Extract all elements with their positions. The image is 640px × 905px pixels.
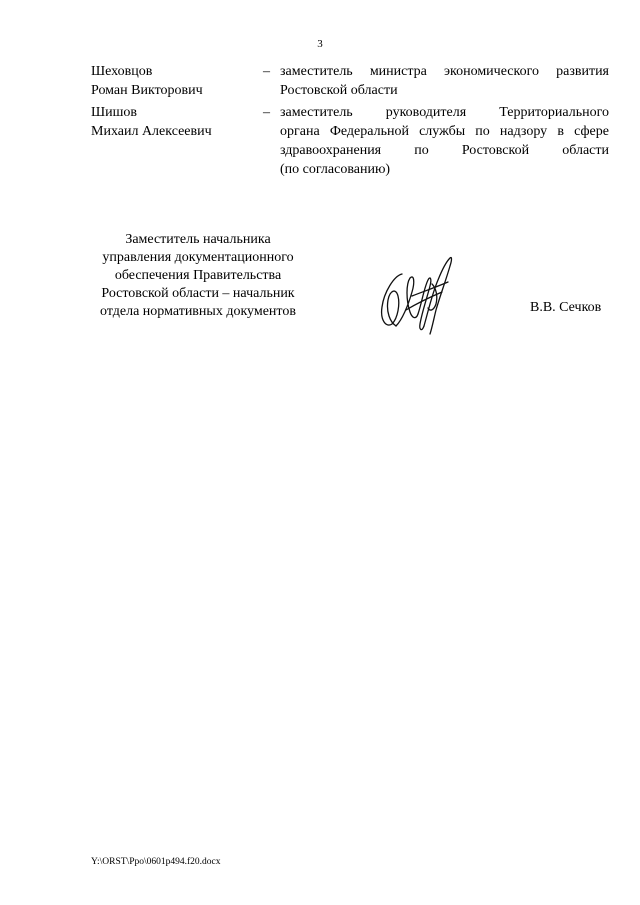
member-given-names: Михаил Алексеевич xyxy=(91,124,212,139)
member-surname: Шеховцов xyxy=(91,64,153,79)
signatory-position xyxy=(88,231,308,321)
member-given-names: Роман Викторович xyxy=(91,83,203,98)
position-line: здравоохранения по Ростовской области xyxy=(280,143,609,158)
signatory-position-line: Ростовской области – начальник xyxy=(101,286,295,301)
member-name xyxy=(91,62,261,100)
position-line: заместитель министра экономического развития xyxy=(280,64,609,79)
signer-name: В.В. Сечков xyxy=(530,300,602,315)
member-entry xyxy=(91,62,611,102)
member-surname: Шишов xyxy=(91,105,138,120)
member-entry xyxy=(91,103,611,183)
position-line: Ростовской области xyxy=(280,83,398,98)
file-path-footer: Y:\ORST\Ppo\0601p494.f20.docx xyxy=(91,857,221,867)
position-line: органа Федеральной службы по надзору в сфере xyxy=(280,124,609,139)
position-line: заместитель руководителя Территориального xyxy=(280,105,609,120)
signatory-position-line: управления документационного xyxy=(102,250,294,265)
page-number: 3 xyxy=(317,38,323,50)
signatory-position-line: обеспечения Правительства xyxy=(114,268,282,283)
member-position xyxy=(280,103,609,179)
dash-separator: – xyxy=(263,105,270,120)
dash-separator: – xyxy=(263,64,270,79)
signatory-position-line: отдела нормативных документов xyxy=(100,304,296,319)
member-name xyxy=(91,103,261,141)
member-position xyxy=(280,62,609,100)
position-line: (по согласованию) xyxy=(280,162,391,177)
signatory-position-line: Заместитель начальника xyxy=(125,232,271,247)
handwritten-signature xyxy=(372,252,462,337)
